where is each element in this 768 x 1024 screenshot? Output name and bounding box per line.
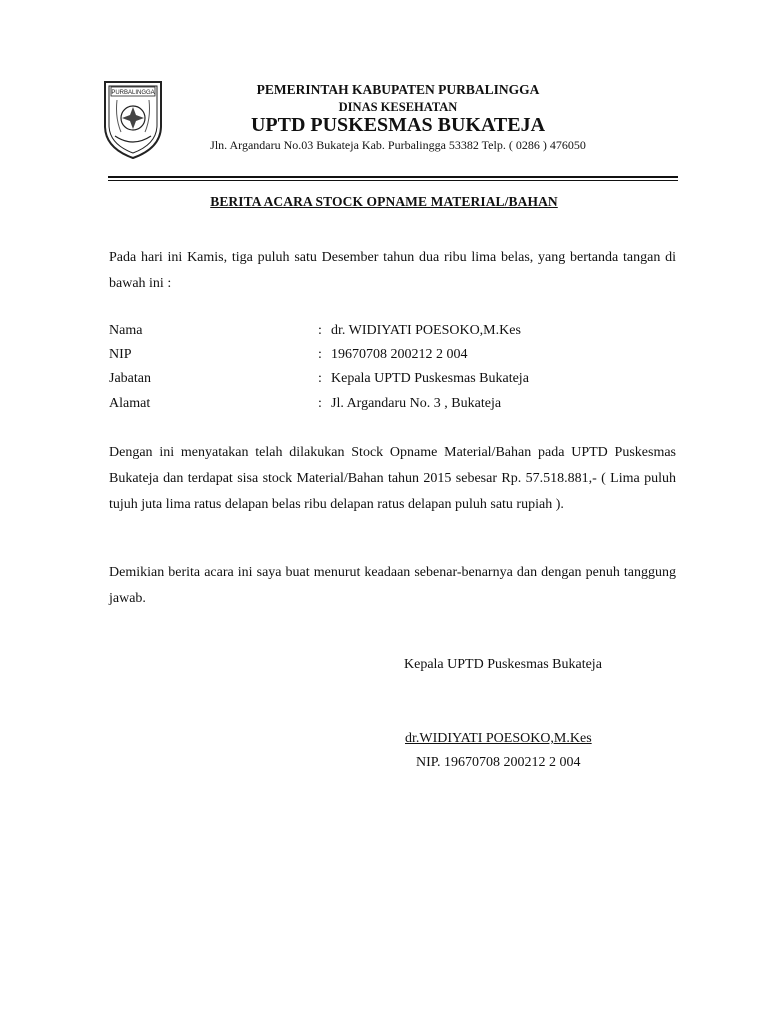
field-separator: : [318, 323, 322, 338]
field-label: Alamat [109, 396, 151, 411]
field-value: Jl. Argandaru No. 3 , Bukateja [331, 396, 502, 411]
field-value: 19670708 200212 2 004 [331, 347, 468, 362]
field-value: dr. WIDIYATI POESOKO,M.Kes [331, 323, 521, 338]
letterhead-agency: DINAS KESEHATAN [338, 100, 458, 114]
signatory-nip: NIP. 19670708 200212 2 004 [416, 755, 581, 770]
statement-paragraph: Dengan ini menyatakan telah dilakukan Stock Opname Material/Bahan pada UPTD Puskesmas Bukateja dan terdapat sisa stock Material/Bahan tahun 2015 sebesar Rp. 57.518.881,- ( Lima puluh tujuh juta lima ratus delapan belas ribu delapan ratus delapan puluh satu rupiah ). [109, 445, 676, 512]
letterhead-government: PEMERINTAH KABUPATEN PURBALINGGA [256, 82, 540, 97]
field-value: Kepala UPTD Puskesmas Bukateja [331, 371, 529, 386]
intro-paragraph: Pada hari ini Kamis, tiga puluh satu Desember tahun dua ribu lima belas, yang bertanda tangan di bawah ini : [109, 250, 676, 291]
signatory-name: dr.WIDIYATI POESOKO,M.Kes [405, 731, 592, 746]
field-label: Jabatan [109, 371, 151, 386]
field-label: NIP [109, 347, 132, 362]
closing-paragraph: Demikian berita acara ini saya buat menurut keadaan sebenar-benarnya dan dengan penuh tanggung jawab. [109, 565, 676, 606]
field-separator: : [318, 371, 322, 386]
field-label: Nama [109, 323, 143, 338]
header-divider-thick [108, 176, 678, 178]
field-separator: : [318, 347, 322, 362]
logo-lettering: PURBALINGGA [111, 90, 155, 96]
document-title: BERITA ACARA STOCK OPNAME MATERIAL/BAHAN [210, 194, 558, 209]
header-divider-thin [108, 180, 678, 181]
field-separator: : [318, 396, 322, 411]
letterhead-institution: UPTD PUSKESMAS BUKATEJA [250, 114, 546, 136]
letterhead-address: Jln. Argandaru No.03 Bukateja Kab. Purbalingga 53382 Telp. ( 0286 ) 476050 [210, 138, 586, 152]
signatory-title: Kepala UPTD Puskesmas Bukateja [404, 657, 602, 672]
